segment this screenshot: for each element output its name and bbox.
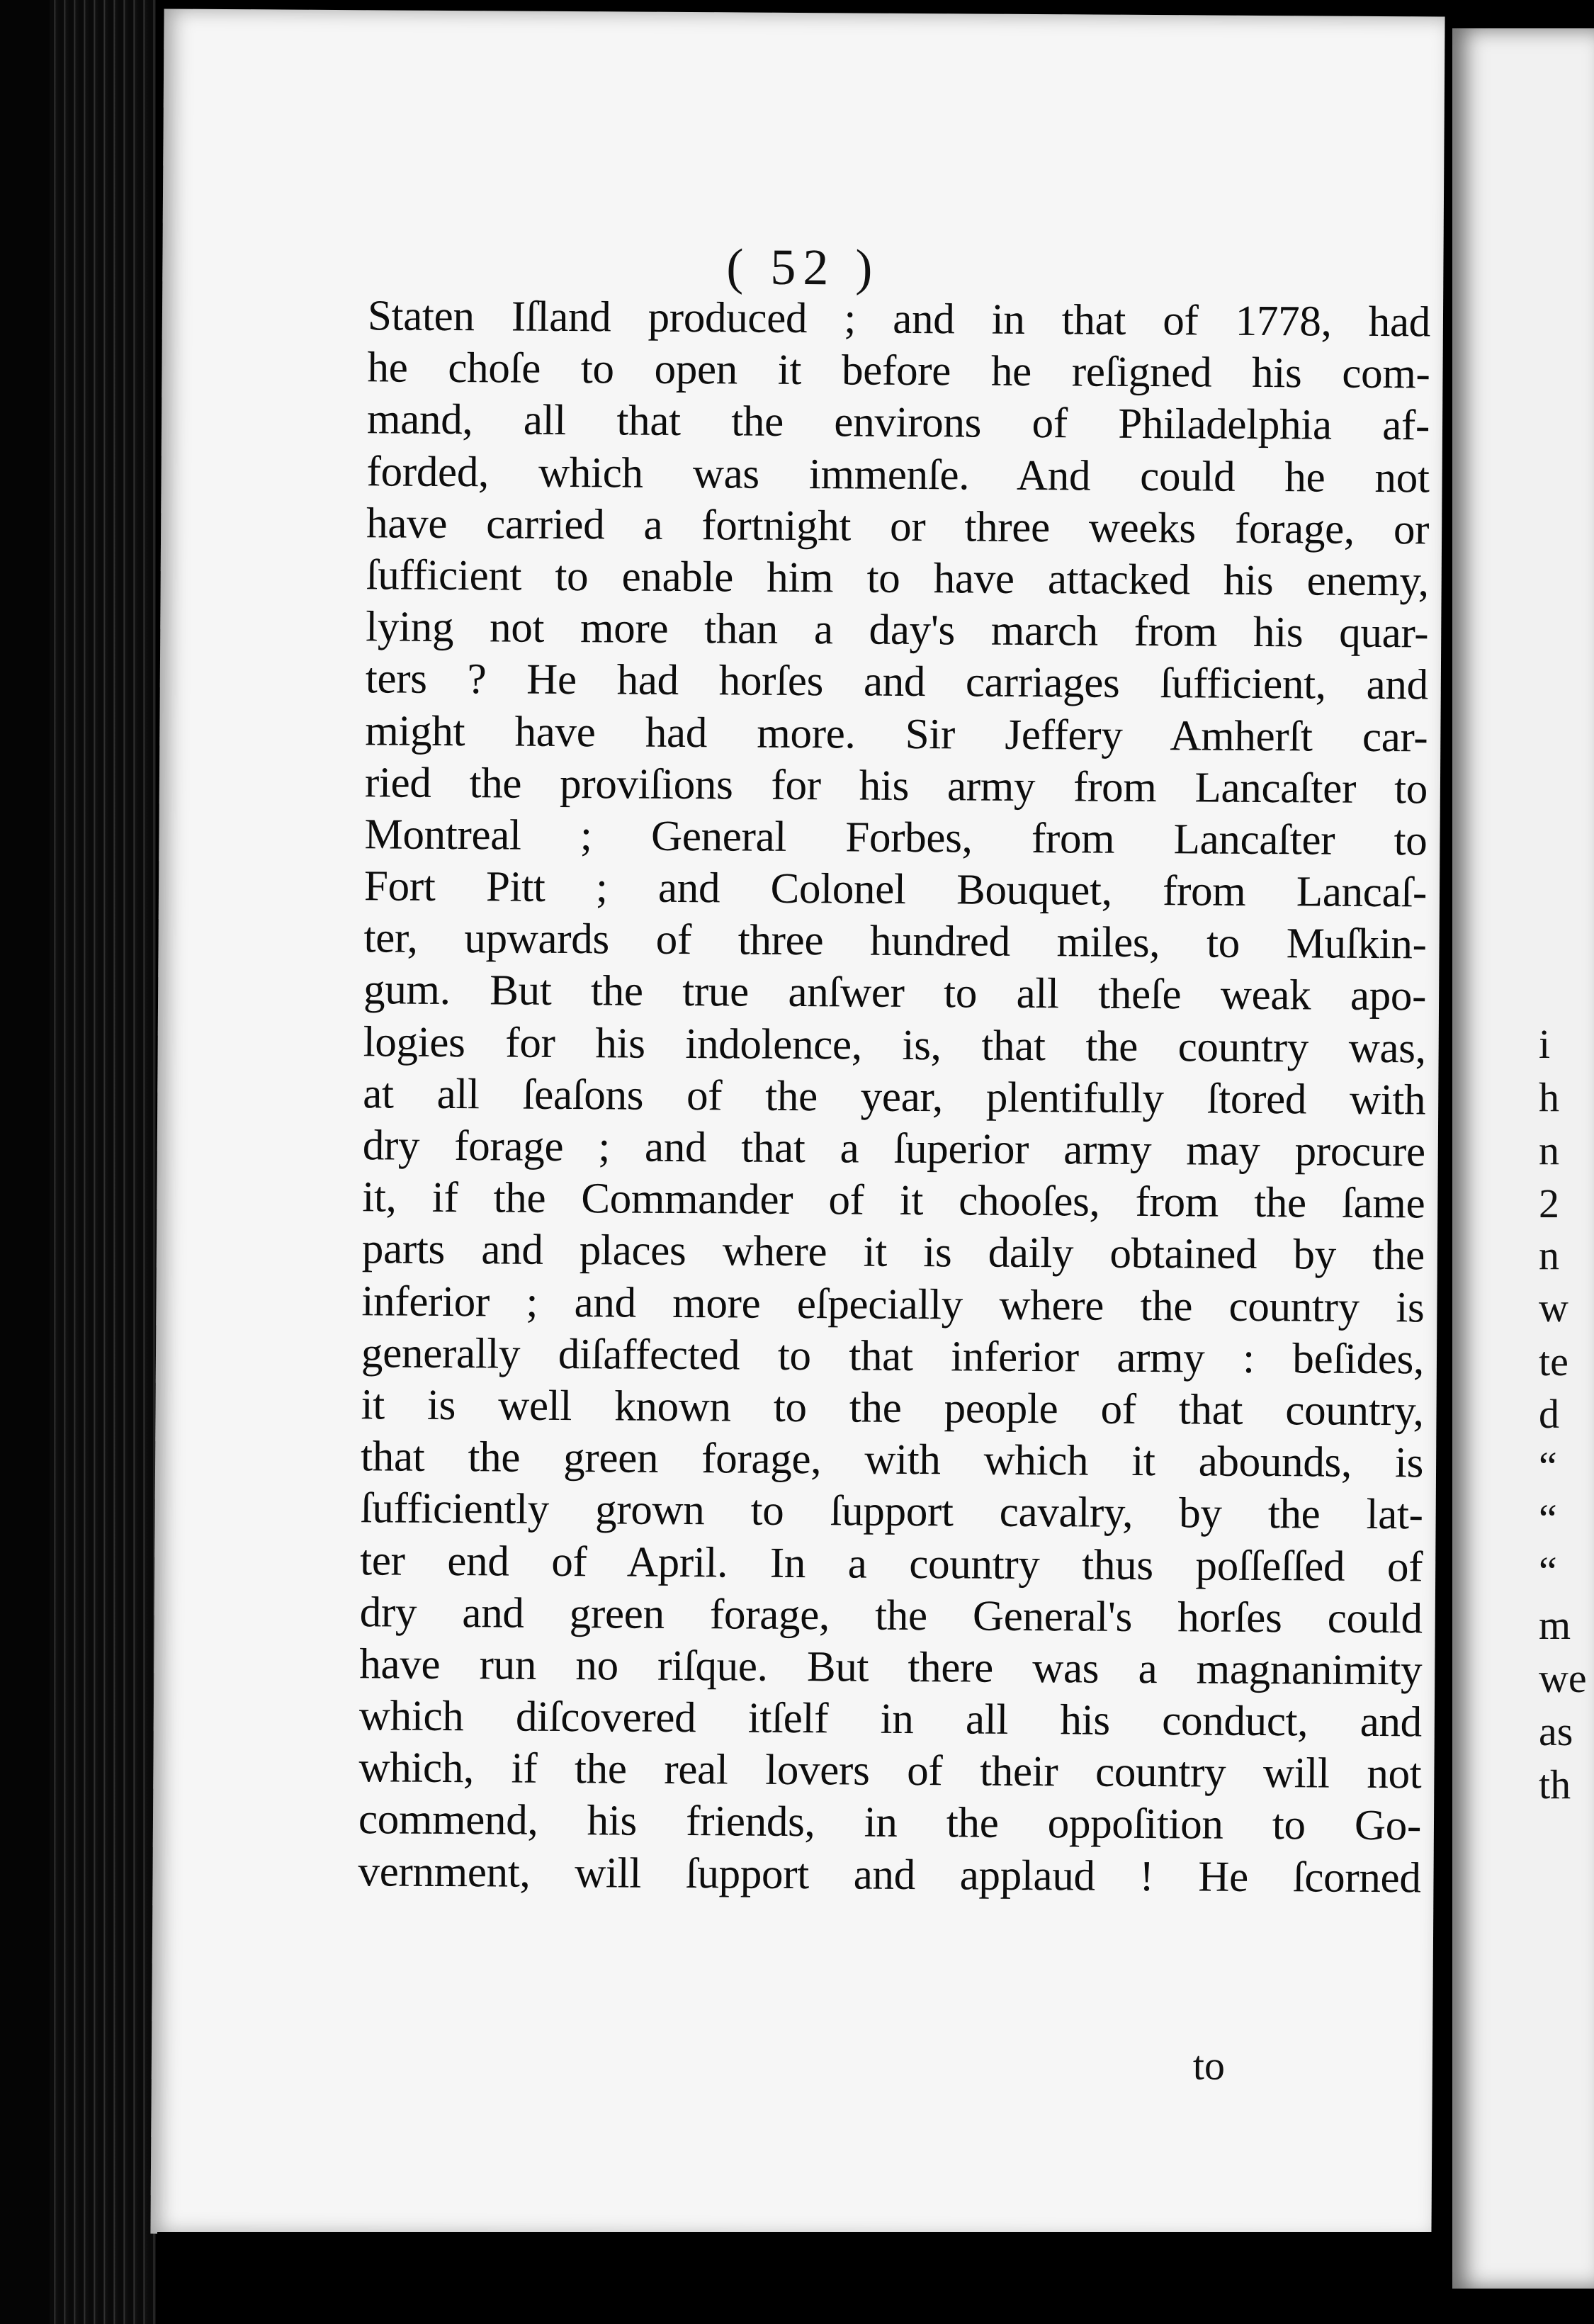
text-line: ried the proviſions for his army from Lancaſter to — [364, 758, 1428, 813]
catchword: to — [1192, 2042, 1226, 2089]
text-line: forded, which was immenſe. And could he not — [366, 447, 1430, 502]
text-line: have carried a fortnight or three weeks forage, or — [366, 500, 1430, 554]
facing-page-fragment: w — [1539, 1285, 1568, 1331]
text-line: Staten Iſland produced ; and in that of 1778, had — [367, 292, 1431, 346]
text-line: he choſe to open it before he reſigned his com- — [367, 344, 1430, 398]
facing-page-fragment: “ — [1539, 1496, 1557, 1542]
text-line: it, if the Commander of it chooſes, from the ſame — [362, 1173, 1425, 1228]
text-line: that the green forage, with which it abounds, is — [360, 1433, 1424, 1487]
facing-page-fragment: n — [1539, 1232, 1559, 1278]
facing-page-fragment: i — [1539, 1021, 1551, 1067]
text-line: inferior ; and more eſpecially where the country is — [361, 1277, 1425, 1331]
text-line: lying not more than a day's march from his quar- — [366, 603, 1429, 658]
text-line: at all ſeaſons of the year, plentifully ſtored with — [363, 1070, 1426, 1124]
text-line: ters ? He had horſes and carriages ſufficient, and — [365, 655, 1429, 709]
facing-page-fragment: we — [1539, 1655, 1587, 1701]
text-line: ſufficiently grown to ſupport cavalry, by the lat- — [360, 1484, 1423, 1539]
text-line: generally diſaffected to that inferior army : beſides, — [361, 1329, 1425, 1384]
text-line: commend, his friends, in the oppoſition to Go- — [358, 1795, 1422, 1850]
page-edges — [50, 0, 156, 2324]
facing-page-fragment: “ — [1539, 1443, 1557, 1489]
facing-page-fragment: 2 — [1539, 1180, 1559, 1226]
facing-page — [1452, 28, 1594, 2289]
facing-page-fragment: th — [1539, 1761, 1571, 1807]
facing-page-fragment: as — [1539, 1708, 1573, 1754]
text-line: ter, upwards of three hundred miles, to Muſkin- — [363, 914, 1427, 969]
facing-page-fragment: n — [1539, 1127, 1559, 1173]
text-line: Montreal ; General Forbes, from Lancaſter to — [364, 811, 1428, 865]
text-line: parts and places where it is daily obtained by the — [361, 1225, 1425, 1280]
text-line: mand, all that the environs of Philadelphia af- — [366, 395, 1430, 450]
text-line: dry and green forage, the General's horſes could — [359, 1588, 1423, 1643]
text-line: which diſcovered itſelf in all his conduct, and — [358, 1692, 1423, 1747]
page-bottom-shadow — [157, 2232, 1438, 2324]
text-line: dry forage ; and that a ſuperior army may procure — [362, 1122, 1425, 1176]
page-number: ( 52 ) — [726, 238, 880, 296]
facing-page-fragment: h — [1539, 1074, 1559, 1120]
text-line: Fort Pitt ; and Colonel Bouquet, from Lancaſ- — [363, 862, 1428, 917]
facing-page-fragment: d — [1539, 1391, 1559, 1437]
text-line: have run no riſque. But there was a magnanimity — [359, 1640, 1423, 1695]
text-line: ter end of April. In a country thus poſſeſſed of — [360, 1536, 1423, 1591]
book-spine — [0, 0, 50, 2324]
book-page — [150, 9, 1445, 2242]
text-line: which, if the real lovers of their country will not — [358, 1744, 1422, 1798]
text-line: logies for his indolence, is, that the country was, — [363, 1017, 1426, 1073]
text-line: might have had more. Sir Jeffery Amherſt car- — [365, 706, 1428, 761]
facing-page-fragment: m — [1539, 1602, 1571, 1648]
facing-page-fragment: “ — [1539, 1548, 1557, 1594]
body-text — [358, 290, 1430, 1904]
text-line: vernment, will ſupport and applaud ! He ſcorned — [358, 1847, 1421, 1902]
text-line: ſufficient to enable him to have attacked his enemy, — [366, 551, 1429, 606]
text-line: gum. But the true anſwer to all theſe weak apo- — [363, 966, 1427, 1020]
facing-page-fragment: te — [1539, 1338, 1568, 1384]
text-line: it is well known to the people of that country, — [361, 1381, 1424, 1435]
